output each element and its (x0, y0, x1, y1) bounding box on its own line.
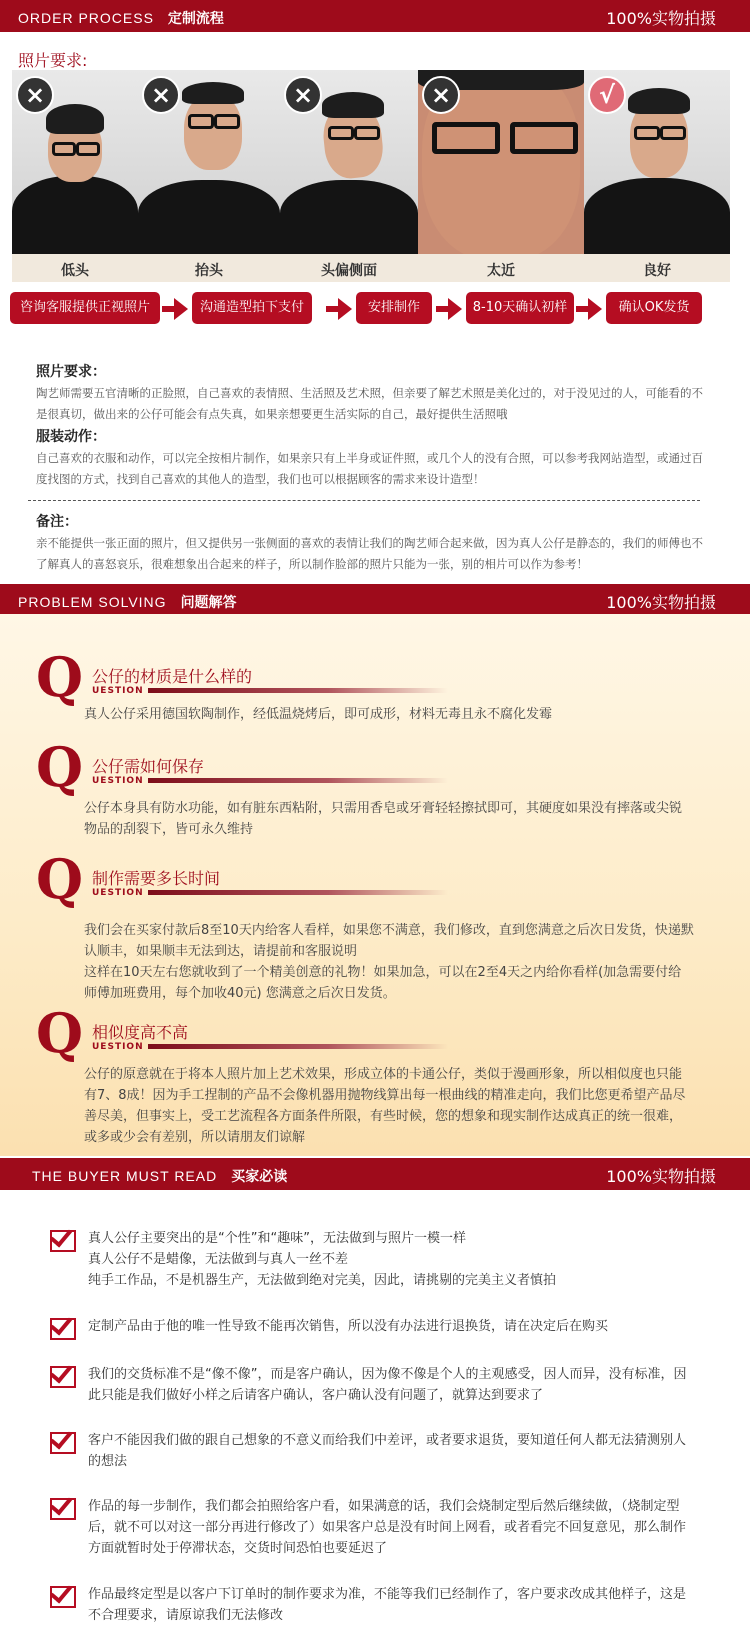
checkmark-icon (50, 1366, 76, 1388)
question-underline (148, 778, 448, 783)
photo-head-up (138, 70, 280, 254)
notice-line: 真人公仔主要突出的是“个性”和“趣味”，无法做到与照片一模一样 (88, 1231, 466, 1246)
photo-caption: 太近 (487, 263, 515, 279)
q-letter: Q (36, 645, 84, 709)
action-req-text: 自己喜欢的衣服和动作，可以完全按相片制作，如果亲只有上半身或证件照，或几个人的没有合照，可以参考我网站造型，或通过百度找图的方式，找到自己喜欢的其他人的造型，我们也可以根据顾客的需求来设计造型！ (36, 451, 703, 486)
order-process-header (0, 0, 750, 32)
photo-caption: 抬头 (195, 263, 223, 279)
question-label: UESTION (92, 776, 144, 786)
question-label: UESTION (92, 1042, 144, 1052)
q-letter: Q (36, 847, 84, 911)
photo-caption-bar (12, 254, 730, 282)
photo-req-text: 陶艺师需要五官清晰的正脸照，自己喜欢的表情照、生活照及艺术照，但亲要了解艺术照是美化过的，对于没见过的人，可能看的不是很真切，做出来的公仔可能会有点失真，如果亲想要更生活实际的自己，最好提供生活照哦 (36, 386, 703, 421)
question-title: 制作需要多长时间 (92, 869, 221, 888)
correct-icon: √ (588, 76, 626, 114)
checkmark-icon (50, 1230, 76, 1252)
question-title: 相似度高不高 (92, 1023, 189, 1042)
answer-line: 真人公仔采用德国软陶制作，经低温烧烤后，即可成形，材料无毒且永不腐化发霉 (84, 707, 553, 722)
note-text: 亲不能提供一张正面的照片，但又提供另一张侧面的喜欢的表情让我们的陶艺师合起来做，因为真人公仔是静态的，我们的师傅也不了解真人的喜怒哀乐，很难想象出合起来的样子，所以制作脸部的照片只能为一张，别的相片可以作为参考！ (36, 536, 703, 571)
photo-requirement-title: 照片要求: (18, 51, 88, 70)
process-step: 8-10天确认初样 (466, 292, 574, 324)
notice-line: 作品最终定型是以客户下订单时的制作要求为准，不能等我们已经制作了，客户要求改成其他样子，这是不合理要求，请原谅我们无法修改 (88, 1587, 687, 1623)
note-heading: 备注： (36, 514, 78, 530)
notice-line: 作品的每一步制作，我们都会拍照给客户看，如果满意的话，我们会烧制定型后然后继续做，（烧制定型后，就不可以对这一部分再进行修改了）如果客户总是没有时间上网看，或者看完不回复意见，那么制作方面就暂时处于停滞状态，交货时间恐怕也要延迟了 (88, 1499, 687, 1556)
action-req-heading: 服装动作： (36, 429, 106, 445)
question-underline (148, 1044, 448, 1049)
checkmark-icon (50, 1498, 76, 1520)
wrong-icon: × (16, 76, 54, 114)
photo-examples (12, 70, 730, 254)
notice-line: 我们的交货标准不是“像不像”，而是客户确认，因为像不像是个人的主观感受，因人而异，没有标准，因此只能是我们做好小样之后请客户确认，客户确认没有问题了，就算达到要求了 (88, 1367, 687, 1403)
notice-line: 真人公仔不是蜡像，无法做到与真人一丝不差 (88, 1252, 349, 1267)
buyer-must-read-header (0, 1158, 750, 1190)
wrong-icon: × (284, 76, 322, 114)
photo-caption: 低头 (61, 263, 89, 279)
process-steps (0, 292, 750, 332)
wrong-icon: × (422, 76, 460, 114)
process-step: 咨询客服提供正视照片 (10, 292, 160, 324)
q-letter: Q (36, 735, 84, 799)
question-label: UESTION (92, 888, 144, 898)
q-letter: Q (36, 1001, 84, 1065)
checkmark-icon (50, 1318, 76, 1340)
notice-line: 纯手工作品，不是机器生产，无法做到绝对完美，因此，请挑剔的完美主义者慎拍 (88, 1273, 557, 1288)
real-photo-label: 100%实物拍摄 (606, 9, 716, 28)
answer-line: 这样在10天左右您就收到了一个精美创意的礼物！如果加急，可以在2至4天之内给你看样(加急需要付给师傅加班费用，每个加收40元) 您满意之后次日发货。 (84, 965, 682, 1001)
notice-line: 客户不能因我们做的跟自己想象的不意义而给我们中差评，或者要求退货，要知道任何人都无法猜测别人的想法 (88, 1433, 687, 1469)
question-underline (148, 890, 448, 895)
checkmark-icon (50, 1432, 76, 1454)
photo-caption: 良好 (643, 263, 671, 279)
problem-solving-header (0, 584, 750, 616)
photo-head-tilted (280, 70, 418, 254)
answer-4 (84, 1064, 694, 1148)
process-step: 确认OK发货 (606, 292, 702, 324)
photo-good (584, 70, 730, 254)
process-step: 安排制作 (356, 292, 432, 324)
question-label: UESTION (92, 686, 144, 696)
notice-line: 定制产品由于他的唯一性导致不能再次销售，所以没有办法进行退换货，请在决定后在购买 (88, 1319, 609, 1334)
answer-2 (84, 798, 694, 840)
answer-line: 公仔本身具有防水功能，如有脏东西粘附，只需用香皂或牙膏轻轻擦拭即可，其硬度如果没有摔落或尖锐物品的刮裂下，皆可永久维持 (84, 801, 683, 837)
requirements-block (36, 362, 706, 490)
photo-caption: 头偏侧面 (321, 263, 377, 279)
note-block (36, 512, 706, 575)
wrong-icon: × (142, 76, 180, 114)
order-process-title: ORDER PROCESS 定制流程 (18, 10, 224, 26)
photo-head-down (12, 70, 138, 254)
buyer-must-read-title: THE BUYER MUST READ 买家必读 (32, 1168, 288, 1184)
divider (28, 500, 700, 501)
photo-too-close (418, 70, 584, 254)
question-underline (148, 688, 448, 693)
answer-1 (84, 704, 694, 725)
real-photo-label: 100%实物拍摄 (606, 1167, 716, 1186)
question-title: 公仔需如何保存 (92, 757, 205, 776)
answer-line: 我们会在买家付款后8至10天内给客人看样，如果您不满意，我们修改，直到您满意之后次日发货，快递默认顺丰，如果顺丰无法到达，请提前和客服说明 (84, 923, 694, 959)
photo-req-heading: 照片要求： (36, 364, 106, 380)
checkmark-icon (50, 1586, 76, 1608)
problem-solving-title: PROBLEM SOLVING 问题解答 (18, 594, 237, 610)
process-step: 沟通造型拍下支付 (192, 292, 312, 324)
question-title: 公仔的材质是什么样的 (92, 667, 253, 686)
real-photo-label: 100%实物拍摄 (606, 593, 716, 612)
answer-3 (84, 920, 694, 1004)
answer-line: 公仔的原意就在于将本人照片加上艺术效果，形成立体的卡通公仔，类似于漫画形象，所以相似度也只能有7、8成！因为手工捏制的产品不会像机器用抛物线算出每一根曲线的精准走向，我们比您更希望产品尽善尽美，但事实上，受工艺流程各方面条件所限，有些时候，您的想象和现实制作达成真正的统一很难，或多或少会有差别，所以请朋友们谅解 (84, 1067, 686, 1145)
